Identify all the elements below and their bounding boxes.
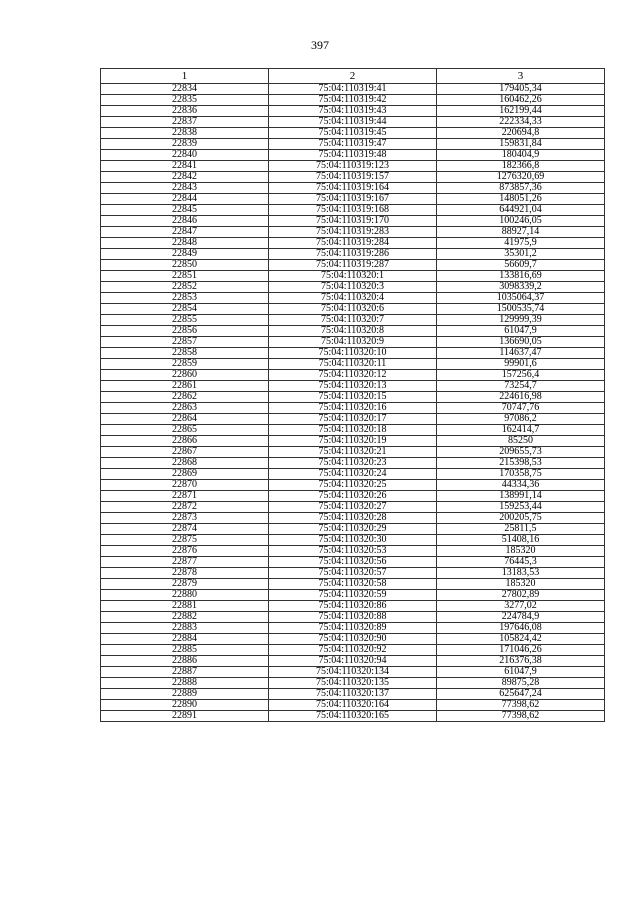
- row-number-cell: 22847: [101, 227, 269, 238]
- cadastral-number-cell: 75:04:110319:42: [269, 95, 437, 106]
- row-number-cell: 22890: [101, 700, 269, 711]
- table-row: [101, 370, 605, 381]
- table-row: [101, 139, 605, 150]
- value-cell: 224616,98: [437, 392, 605, 403]
- value-cell: 44334,36: [437, 480, 605, 491]
- table-body: [101, 84, 605, 722]
- table-row: [101, 128, 605, 139]
- row-number-cell: 22868: [101, 458, 269, 469]
- row-number-cell: 22863: [101, 403, 269, 414]
- value-cell: 27802,89: [437, 590, 605, 601]
- table-row: [101, 150, 605, 161]
- row-number-cell: 22884: [101, 634, 269, 645]
- cadastral-number-cell: 75:04:110320:90: [269, 634, 437, 645]
- cadastral-number-cell: 75:04:110320:17: [269, 414, 437, 425]
- value-cell: 157256,4: [437, 370, 605, 381]
- cadastral-number-cell: 75:04:110320:4: [269, 293, 437, 304]
- row-number-cell: 22865: [101, 425, 269, 436]
- value-cell: 77398,62: [437, 711, 605, 722]
- cadastral-number-cell: 75:04:110320:1: [269, 271, 437, 282]
- value-cell: 89875,28: [437, 678, 605, 689]
- cadastral-number-cell: 75:04:110320:12: [269, 370, 437, 381]
- table-row: [101, 458, 605, 469]
- table-row: [101, 436, 605, 447]
- row-number-cell: 22838: [101, 128, 269, 139]
- cadastral-number-cell: 75:04:110320:58: [269, 579, 437, 590]
- row-number-cell: 22882: [101, 612, 269, 623]
- row-number-cell: 22888: [101, 678, 269, 689]
- row-number-cell: 22879: [101, 579, 269, 590]
- cadastral-number-cell: 75:04:110319:45: [269, 128, 437, 139]
- table-row: [101, 84, 605, 95]
- value-cell: 77398,62: [437, 700, 605, 711]
- table-row: [101, 106, 605, 117]
- row-number-cell: 22834: [101, 84, 269, 95]
- cadastral-number-cell: 75:04:110320:3: [269, 282, 437, 293]
- page-number: 397: [311, 38, 329, 52]
- row-number-cell: 22886: [101, 656, 269, 667]
- table-row: [101, 634, 605, 645]
- value-cell: 13183,53: [437, 568, 605, 579]
- row-number-cell: 22878: [101, 568, 269, 579]
- table-row: [101, 491, 605, 502]
- value-cell: 100246,05: [437, 216, 605, 227]
- table-row: [101, 469, 605, 480]
- table-row: [101, 546, 605, 557]
- row-number-cell: 22864: [101, 414, 269, 425]
- cadastral-number-cell: 75:04:110320:15: [269, 392, 437, 403]
- cadastral-number-cell: 75:04:110320:19: [269, 436, 437, 447]
- value-cell: 61047,9: [437, 667, 605, 678]
- cadastral-number-cell: 75:04:110320:59: [269, 590, 437, 601]
- row-number-cell: 22848: [101, 238, 269, 249]
- cadastral-number-cell: 75:04:110320:24: [269, 469, 437, 480]
- row-number-cell: 22872: [101, 502, 269, 513]
- cadastral-number-cell: 75:04:110320:88: [269, 612, 437, 623]
- table-row: [101, 513, 605, 524]
- value-cell: 114637,47: [437, 348, 605, 359]
- value-cell: 159253,44: [437, 502, 605, 513]
- table-row: [101, 271, 605, 282]
- cadastral-number-cell: 75:04:110320:135: [269, 678, 437, 689]
- row-number-cell: 22843: [101, 183, 269, 194]
- value-cell: 76445,3: [437, 557, 605, 568]
- cadastral-number-cell: 75:04:110320:21: [269, 447, 437, 458]
- row-number-cell: 22849: [101, 249, 269, 260]
- cadastral-number-cell: 75:04:110320:10: [269, 348, 437, 359]
- table-row: [101, 656, 605, 667]
- value-cell: 1500535,74: [437, 304, 605, 315]
- row-number-cell: 22860: [101, 370, 269, 381]
- row-number-cell: 22885: [101, 645, 269, 656]
- value-cell: 160462,26: [437, 95, 605, 106]
- cadastral-number-cell: 75:04:110320:8: [269, 326, 437, 337]
- value-cell: 200205,75: [437, 513, 605, 524]
- row-number-cell: 22889: [101, 689, 269, 700]
- row-number-cell: 22873: [101, 513, 269, 524]
- table-row: [101, 315, 605, 326]
- cadastral-number-cell: 75:04:110320:7: [269, 315, 437, 326]
- cadastral-number-cell: 75:04:110320:57: [269, 568, 437, 579]
- table-row: [101, 172, 605, 183]
- value-cell: 162199,44: [437, 106, 605, 117]
- table-row: [101, 568, 605, 579]
- value-cell: 85250: [437, 436, 605, 447]
- cadastral-number-cell: 75:04:110319:283: [269, 227, 437, 238]
- row-number-cell: 22850: [101, 260, 269, 271]
- value-cell: 1035064,37: [437, 293, 605, 304]
- table-row: [101, 524, 605, 535]
- value-cell: 3098339,2: [437, 282, 605, 293]
- table-row: [101, 678, 605, 689]
- value-cell: 35301,2: [437, 249, 605, 260]
- row-number-cell: 22869: [101, 469, 269, 480]
- value-cell: 185320: [437, 546, 605, 557]
- row-number-cell: 22842: [101, 172, 269, 183]
- table-row: [101, 260, 605, 271]
- cadastral-number-cell: 75:04:110320:30: [269, 535, 437, 546]
- value-cell: 179405,34: [437, 84, 605, 95]
- value-cell: 41975,9: [437, 238, 605, 249]
- table-row: [101, 227, 605, 238]
- row-number-cell: 22857: [101, 337, 269, 348]
- table-row: [101, 293, 605, 304]
- value-cell: 625647,24: [437, 689, 605, 700]
- column-header-2: 2: [269, 69, 437, 84]
- value-cell: 220694,8: [437, 128, 605, 139]
- value-cell: 99901,6: [437, 359, 605, 370]
- table-row: [101, 403, 605, 414]
- table-row: [101, 282, 605, 293]
- row-number-cell: 22876: [101, 546, 269, 557]
- cadastral-number-cell: 75:04:110320:164: [269, 700, 437, 711]
- value-cell: 70747,76: [437, 403, 605, 414]
- value-cell: 215398,53: [437, 458, 605, 469]
- data-table: [100, 68, 605, 722]
- value-cell: 222334,33: [437, 117, 605, 128]
- cadastral-number-cell: 75:04:110320:134: [269, 667, 437, 678]
- row-number-cell: 22859: [101, 359, 269, 370]
- row-number-cell: 22836: [101, 106, 269, 117]
- cadastral-number-cell: 75:04:110319:43: [269, 106, 437, 117]
- row-number-cell: 22881: [101, 601, 269, 612]
- cadastral-number-cell: 75:04:110320:86: [269, 601, 437, 612]
- cadastral-number-cell: 75:04:110319:44: [269, 117, 437, 128]
- cadastral-number-cell: 75:04:110320:23: [269, 458, 437, 469]
- row-number-cell: 22853: [101, 293, 269, 304]
- value-cell: 216376,38: [437, 656, 605, 667]
- value-cell: 148051,26: [437, 194, 605, 205]
- table-row: [101, 304, 605, 315]
- cadastral-number-cell: 75:04:110319:286: [269, 249, 437, 260]
- row-number-cell: 22846: [101, 216, 269, 227]
- table-row: [101, 326, 605, 337]
- value-cell: 133816,69: [437, 271, 605, 282]
- row-number-cell: 22852: [101, 282, 269, 293]
- cadastral-number-cell: 75:04:110320:18: [269, 425, 437, 436]
- table-row: [101, 447, 605, 458]
- table-row: [101, 117, 605, 128]
- cadastral-number-cell: 75:04:110319:157: [269, 172, 437, 183]
- table-row: [101, 249, 605, 260]
- value-cell: 180404,9: [437, 150, 605, 161]
- table-header-row: [101, 69, 605, 84]
- cadastral-number-cell: 75:04:110320:165: [269, 711, 437, 722]
- table-row: [101, 337, 605, 348]
- cadastral-number-cell: 75:04:110320:27: [269, 502, 437, 513]
- cadastral-number-cell: 75:04:110320:53: [269, 546, 437, 557]
- row-number-cell: 22870: [101, 480, 269, 491]
- table-row: [101, 216, 605, 227]
- table-row: [101, 392, 605, 403]
- cadastral-number-cell: 75:04:110320:28: [269, 513, 437, 524]
- table-row: [101, 95, 605, 106]
- cadastral-number-cell: 75:04:110320:137: [269, 689, 437, 700]
- cadastral-number-cell: 75:04:110320:16: [269, 403, 437, 414]
- row-number-cell: 22862: [101, 392, 269, 403]
- table-row: [101, 425, 605, 436]
- table-row: [101, 623, 605, 634]
- table-row: [101, 183, 605, 194]
- row-number-cell: 22891: [101, 711, 269, 722]
- cadastral-number-cell: 75:04:110320:26: [269, 491, 437, 502]
- cadastral-number-cell: 75:04:110319:41: [269, 84, 437, 95]
- row-number-cell: 22883: [101, 623, 269, 634]
- table-row: [101, 579, 605, 590]
- cadastral-number-cell: 75:04:110320:92: [269, 645, 437, 656]
- cadastral-number-cell: 75:04:110319:170: [269, 216, 437, 227]
- row-number-cell: 22858: [101, 348, 269, 359]
- row-number-cell: 22874: [101, 524, 269, 535]
- value-cell: 56609,7: [437, 260, 605, 271]
- cadastral-number-cell: 75:04:110319:47: [269, 139, 437, 150]
- table-row: [101, 480, 605, 491]
- row-number-cell: 22855: [101, 315, 269, 326]
- row-number-cell: 22877: [101, 557, 269, 568]
- cadastral-number-cell: 75:04:110319:123: [269, 161, 437, 172]
- row-number-cell: 22844: [101, 194, 269, 205]
- cadastral-number-cell: 75:04:110319:284: [269, 238, 437, 249]
- table-row: [101, 205, 605, 216]
- cadastral-number-cell: 75:04:110320:29: [269, 524, 437, 535]
- table-row: [101, 612, 605, 623]
- row-number-cell: 22875: [101, 535, 269, 546]
- value-cell: 73254,7: [437, 381, 605, 392]
- table-row: [101, 590, 605, 601]
- table-row: [101, 711, 605, 722]
- value-cell: 105824,42: [437, 634, 605, 645]
- value-cell: 159831,84: [437, 139, 605, 150]
- cadastral-number-cell: 75:04:110320:6: [269, 304, 437, 315]
- table-row: [101, 645, 605, 656]
- row-number-cell: 22841: [101, 161, 269, 172]
- cadastral-number-cell: 75:04:110320:13: [269, 381, 437, 392]
- value-cell: 873857,36: [437, 183, 605, 194]
- value-cell: 61047,9: [437, 326, 605, 337]
- value-cell: 170358,75: [437, 469, 605, 480]
- value-cell: 209655,73: [437, 447, 605, 458]
- cadastral-number-cell: 75:04:110319:167: [269, 194, 437, 205]
- row-number-cell: 22837: [101, 117, 269, 128]
- cadastral-number-cell: 75:04:110319:168: [269, 205, 437, 216]
- value-cell: 88927,14: [437, 227, 605, 238]
- table-row: [101, 161, 605, 172]
- row-number-cell: 22854: [101, 304, 269, 315]
- row-number-cell: 22851: [101, 271, 269, 282]
- value-cell: 644921,04: [437, 205, 605, 216]
- cadastral-number-cell: 75:04:110320:11: [269, 359, 437, 370]
- cadastral-number-cell: 75:04:110320:25: [269, 480, 437, 491]
- row-number-cell: 22871: [101, 491, 269, 502]
- value-cell: 129999,39: [437, 315, 605, 326]
- table-row: [101, 535, 605, 546]
- cadastral-number-cell: 75:04:110320:94: [269, 656, 437, 667]
- table-row: [101, 194, 605, 205]
- column-header-3: 3: [437, 69, 605, 84]
- value-cell: 51408,16: [437, 535, 605, 546]
- value-cell: 224784,9: [437, 612, 605, 623]
- table-row: [101, 348, 605, 359]
- row-number-cell: 22839: [101, 139, 269, 150]
- value-cell: 138991,14: [437, 491, 605, 502]
- table-row: [101, 557, 605, 568]
- cadastral-number-cell: 75:04:110319:164: [269, 183, 437, 194]
- value-cell: 97086,2: [437, 414, 605, 425]
- table-row: [101, 601, 605, 612]
- row-number-cell: 22867: [101, 447, 269, 458]
- value-cell: 185320: [437, 579, 605, 590]
- value-cell: 3277,02: [437, 601, 605, 612]
- cadastral-number-cell: 75:04:110320:9: [269, 337, 437, 348]
- table-row: [101, 700, 605, 711]
- row-number-cell: 22887: [101, 667, 269, 678]
- value-cell: 182366,8: [437, 161, 605, 172]
- table-row: [101, 502, 605, 513]
- row-number-cell: 22856: [101, 326, 269, 337]
- table-row: [101, 381, 605, 392]
- column-header-1: 1: [101, 69, 269, 84]
- value-cell: 171046,26: [437, 645, 605, 656]
- value-cell: 136690,05: [437, 337, 605, 348]
- cadastral-number-cell: 75:04:110320:89: [269, 623, 437, 634]
- table-row: [101, 689, 605, 700]
- cadastral-number-cell: 75:04:110319:48: [269, 150, 437, 161]
- row-number-cell: 22866: [101, 436, 269, 447]
- table-row: [101, 359, 605, 370]
- table-row: [101, 414, 605, 425]
- row-number-cell: 22845: [101, 205, 269, 216]
- value-cell: 197646,08: [437, 623, 605, 634]
- row-number-cell: 22840: [101, 150, 269, 161]
- value-cell: 25811,5: [437, 524, 605, 535]
- value-cell: 162414,7: [437, 425, 605, 436]
- cadastral-number-cell: 75:04:110320:56: [269, 557, 437, 568]
- cadastral-number-cell: 75:04:110319:287: [269, 260, 437, 271]
- table-row: [101, 667, 605, 678]
- value-cell: 1276320,69: [437, 172, 605, 183]
- table-row: [101, 238, 605, 249]
- row-number-cell: 22861: [101, 381, 269, 392]
- row-number-cell: 22835: [101, 95, 269, 106]
- row-number-cell: 22880: [101, 590, 269, 601]
